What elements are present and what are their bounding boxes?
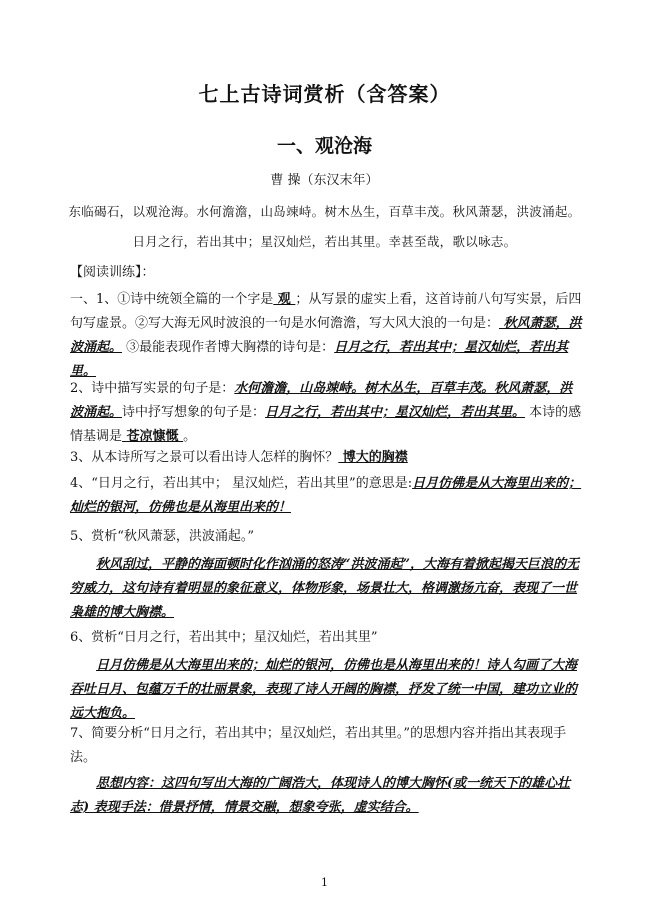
q1-text-2: ；从写景的虚实上看，这首诗前八句写实景，后四句写虚景。②写大海无风时波浪的一句是水何澹澹，写大风大浪的一句是： — [70, 292, 582, 331]
q1-answer-3: 日月之行，若出其中；星汉灿烂，若出其里。 — [70, 340, 569, 379]
question-4 — [70, 472, 582, 520]
q2-answer-1: 水何澹澹，山岛竦峙。树木丛生，百草丰茂。秋风萧瑟，洪波涌起。 — [70, 381, 573, 420]
answer-7 — [70, 772, 582, 820]
q4-answer-1: 日月仿佛是从大海里出来的；灿烂的银河，仿佛也是从海里出来的！ — [70, 476, 582, 515]
q2-text-3: 本诗的感情基调是 — [70, 405, 582, 444]
q3-answer-1: 博大的胸襟 — [338, 450, 408, 465]
answer-5 — [70, 553, 582, 625]
page-number: 1 — [321, 876, 328, 889]
q2-text-4: 。 — [183, 429, 197, 444]
question-5: 5、赏析“秋风萧瑟，洪波涌起。” — [70, 529, 255, 544]
q3-text-1: 3、从本诗所写之景可以看出诗人怎样的胸怀？ — [70, 450, 339, 465]
section-title: 一、观沧海 — [276, 135, 372, 157]
poem-line-2: 日月之行，若出其中；星汉灿烂，若出其里。幸甚至哉，歌以咏志。 — [132, 234, 517, 249]
question-1 — [70, 288, 582, 384]
q6-answer: 日月仿佛是从大海里出来的；灿烂的银河，仿佛也是从海里出来的！诗人勾画了大海吞吐日月、包蕴万千的壮丽景象，表现了诗人开阔的胸襟，抒发了统一中国，建功立业的远大抱负。 — [70, 658, 578, 721]
q2-text-2: 诗中抒写想象的句子是： — [122, 405, 266, 420]
question-7: 7、简要分析“日月之行，若出其中；星汉灿烂，若出其里。”的思想内容并指出其表现手法。 — [70, 726, 567, 765]
document-title: 七上古诗词赏析（含答案） — [198, 82, 451, 106]
q2-answer-3: 苍凉慷慨 — [122, 429, 184, 444]
q4-text-1: 4、“日月之行，若出其中； 星汉灿烂，若出其里”的意思是: — [70, 476, 413, 491]
answer-6 — [70, 654, 582, 726]
q2-text-1: 2、诗中描写实景的句子是： — [70, 381, 235, 396]
q1-answer-1: 观 — [273, 292, 296, 307]
q1-text-3: ③最能表现作者博大胸襟的诗句是： — [122, 340, 335, 355]
reading-label: 【阅读训练】： — [70, 265, 155, 280]
question-2 — [70, 377, 582, 449]
question-3 — [70, 446, 582, 470]
poem-author: 曹 操（东汉末年） — [270, 173, 379, 188]
q1-text-1: 一、1、①诗中统领全篇的一个字是 — [70, 292, 274, 307]
q2-answer-2: 日月之行，若出其中；星汉灿烂，若出其里。 — [265, 405, 526, 420]
q1-answer-2: 秋风萧瑟，洪波涌起。 — [70, 316, 582, 355]
q7-answer: 思想内容：这四句写出大海的广阔浩大，体现诗人的博大胸怀(或一统天下的雄心壮志) 表现手法：借景抒情，情景交融，想象夸张，虚实结合。 — [70, 776, 571, 815]
q5-answer: 秋风刮过，平静的海面顿时化作汹涌的怒涛“洪波涌起”，大海有着掀起揭天巨浪的无穷威力，这句诗有着明显的象征意义，体物形象，场景壮大，格调激扬亢奋，表现了一世枭雄的博大胸襟。 — [70, 557, 579, 620]
poem-line-1: 东临碣石，以观沧海。水何澹澹，山岛竦峙。树木丛生，百草丰茂。秋风萧瑟，洪波涌起。 — [68, 204, 581, 219]
question-6: 6、赏析“日月之行，若出其中；星汉灿烂，若出其里” — [70, 630, 378, 645]
